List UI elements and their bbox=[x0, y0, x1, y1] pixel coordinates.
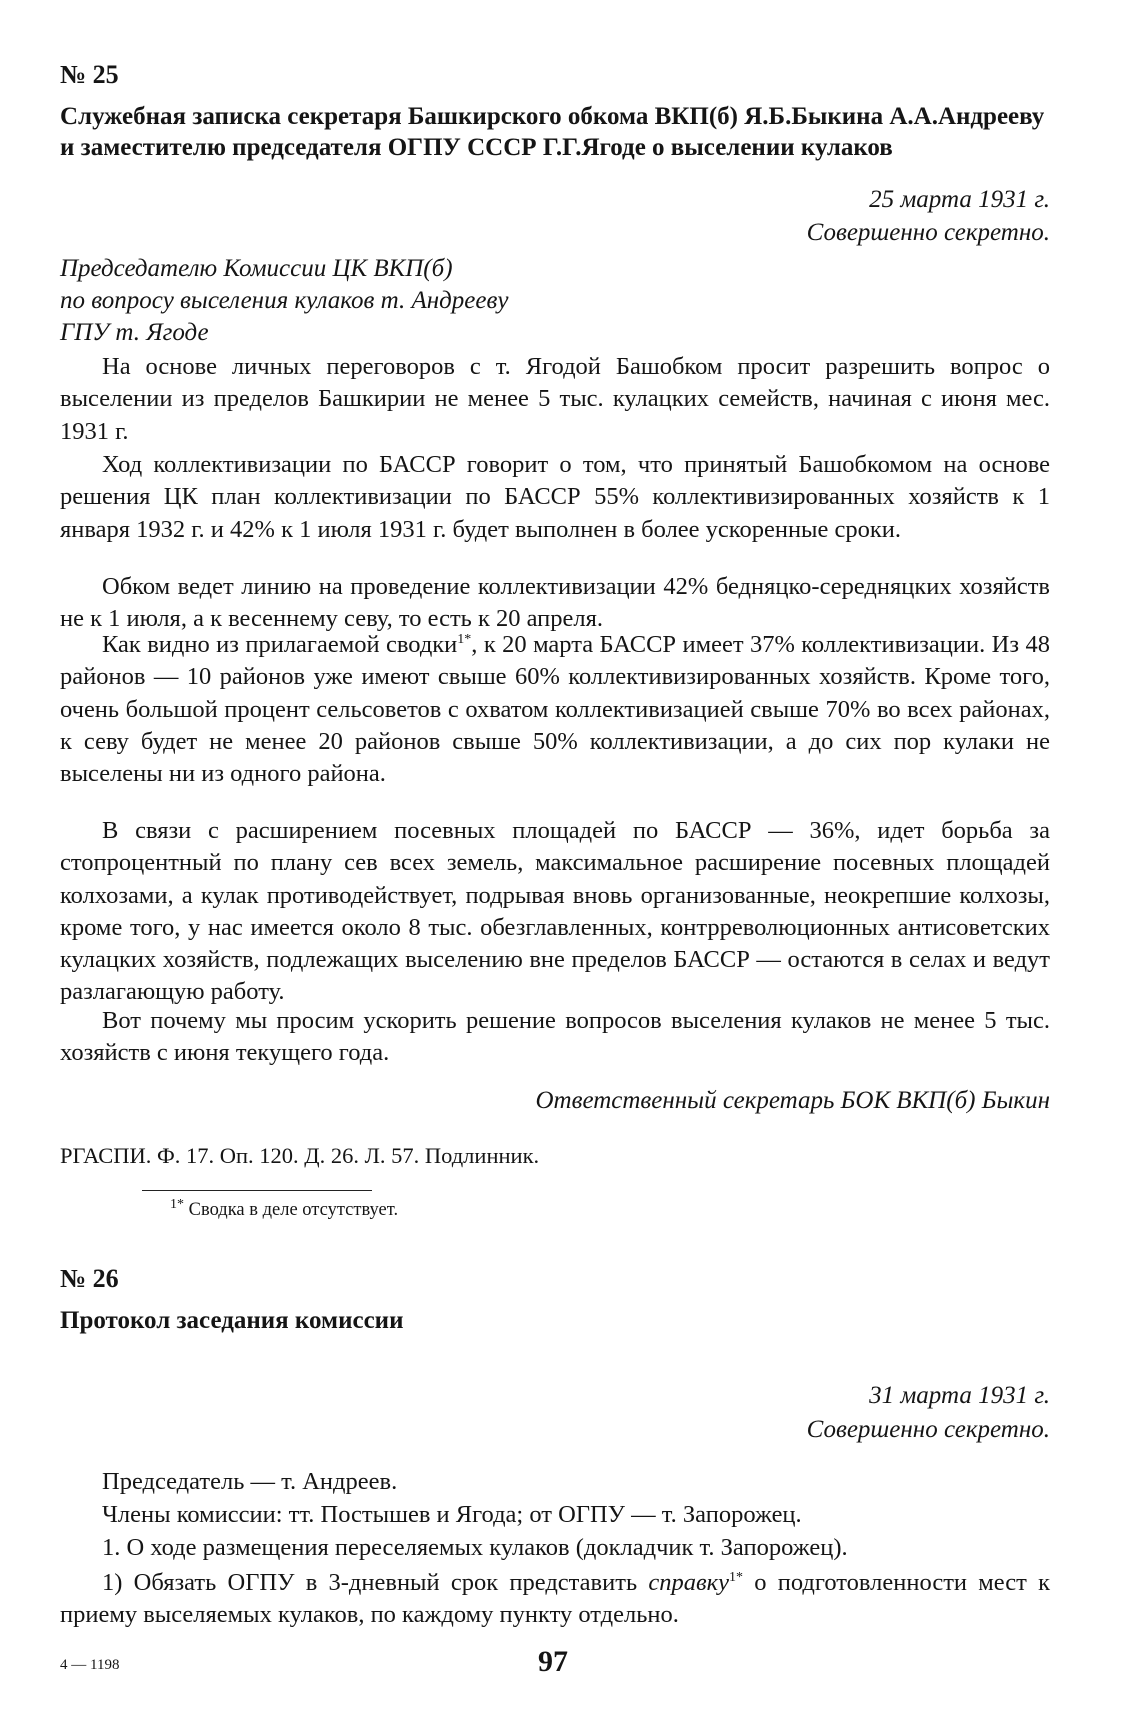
footnote-reference: 1* bbox=[457, 631, 472, 647]
footnote bbox=[170, 1196, 399, 1221]
footnote-reference: 1* bbox=[729, 1569, 743, 1585]
text-run: , к 20 марта БАССР имеет 37% коллективизации. Из 48 районов — 10 районов уже имеют свыше 60% коллективизированных хозяйств. Кроме того, очень большой процент сельсоветов с охватом коллективизацией свыше 70% во всех районах, к севу будет не менее 20 районов свыше 50% коллективизации, а до сих пор кулаки не выселены ни из одного района. bbox=[60, 631, 1050, 788]
footnote-mark: 1* bbox=[170, 1196, 184, 1212]
doc26-title: Протокол заседания комиссии bbox=[60, 1307, 404, 1334]
doc25-date: 25 марта 1931 г. bbox=[869, 186, 1050, 213]
doc25-paragraph: На основе личных переговоров с т. Ягодой Башобком просит разрешить вопрос о выселении из пределов Башкирии не менее 5 тыс. кулацких семейств, начиная с июня мес. 1931 г. bbox=[60, 353, 1050, 445]
archive-reference: РГАСПИ. Ф. 17. Оп. 120. Д. 26. Л. 57. Подлинник. bbox=[60, 1143, 540, 1168]
doc25-number: № 25 bbox=[60, 60, 119, 89]
footnote-text: Сводка в деле отсутствует. bbox=[188, 1200, 399, 1220]
doc26-date: 31 марта 1931 г. bbox=[869, 1382, 1050, 1409]
doc25-paragraph bbox=[60, 629, 1050, 790]
doc26-chair: Председатель — т. Андреев. bbox=[102, 1468, 398, 1495]
doc26-number: № 26 bbox=[60, 1264, 119, 1293]
footnote-divider bbox=[142, 1190, 372, 1191]
doc25-paragraph: Обком ведет линию на проведение коллективизации 42% бедняцко-середняцких хозяйств не к 1 июля, а к весеннему севу, то есть к 20 апреля. bbox=[60, 573, 1050, 633]
doc25-paragraph: Вот почему мы просим ускорить решение вопросов выселения кулаков не менее 5 тыс. хозяйств с июня текущего года. bbox=[60, 1007, 1050, 1067]
text-run: о подготовленности мест к приему выселяемых кулаков, по каждому пункту отдельно. bbox=[60, 1569, 1051, 1629]
printer-signature: 4 — 1198 bbox=[60, 1657, 120, 1673]
text-run: 1) Обязать ОГПУ в 3-дневный срок представить bbox=[102, 1569, 638, 1596]
addressee-line: ГПУ т. Ягоде bbox=[60, 319, 209, 346]
doc26-subitem bbox=[60, 1567, 1050, 1632]
doc26-item: 1. О ходе размещения переселяемых кулаков (докладчик т. Запорожец). bbox=[102, 1534, 848, 1561]
page-number: 97 bbox=[538, 1645, 568, 1678]
text-run-italic: справку bbox=[648, 1569, 729, 1596]
addressee-line: Председателю Комиссии ЦК ВКП(б) bbox=[60, 255, 453, 282]
doc25-paragraph: В связи с расширением посевных площадей по БАССР — 36%, идет борьба за стопроцентный по плану сев всех земель, максимальное расширение посевных площадей колхозами, а кулак противодействует, подрывая вновь организованные, неокрепшие колхозы, кроме того, у нас имеется около 8 тыс. обезглавленных, контрреволюционных антисоветских кулацких хозяйств, подлежащих выселению вне пределов БАССР — остаются в селах и ведут разлагающую работу. bbox=[60, 817, 1050, 1006]
doc26-classification: Совершенно секретно. bbox=[806, 1416, 1050, 1443]
doc25-title: Служебная записка секретаря Башкирского обкома ВКП(б) Я.Б.Быкина А.А.Андрееву и заместителю председателя ОГПУ СССР Г.Г.Ягоде о выселении кулаков bbox=[60, 103, 1045, 161]
doc26-members: Члены комиссии: тт. Постышев и Ягода; от ОГПУ — т. Запорожец. bbox=[102, 1501, 802, 1528]
addressee-line: по вопросу выселения кулаков т. Андрееву bbox=[60, 287, 509, 314]
doc25-paragraph: Ход коллективизации по БАССР говорит о том, что принятый Башобкомом на основе решения ЦК план коллективизации по БАССР 55% коллективизированных хозяйств к 1 января 1932 г. и 42% к 1 июля 1931 г. будет выполнен в более ускоренные сроки. bbox=[60, 451, 1050, 543]
text-run: Как видно из прилагаемой сводки bbox=[102, 631, 458, 658]
doc25-signature: Ответственный секретарь БОК ВКП(б) Быкин bbox=[535, 1087, 1050, 1114]
doc25-addressee bbox=[60, 253, 508, 349]
doc25-classification: Совершенно секретно. bbox=[806, 219, 1050, 246]
